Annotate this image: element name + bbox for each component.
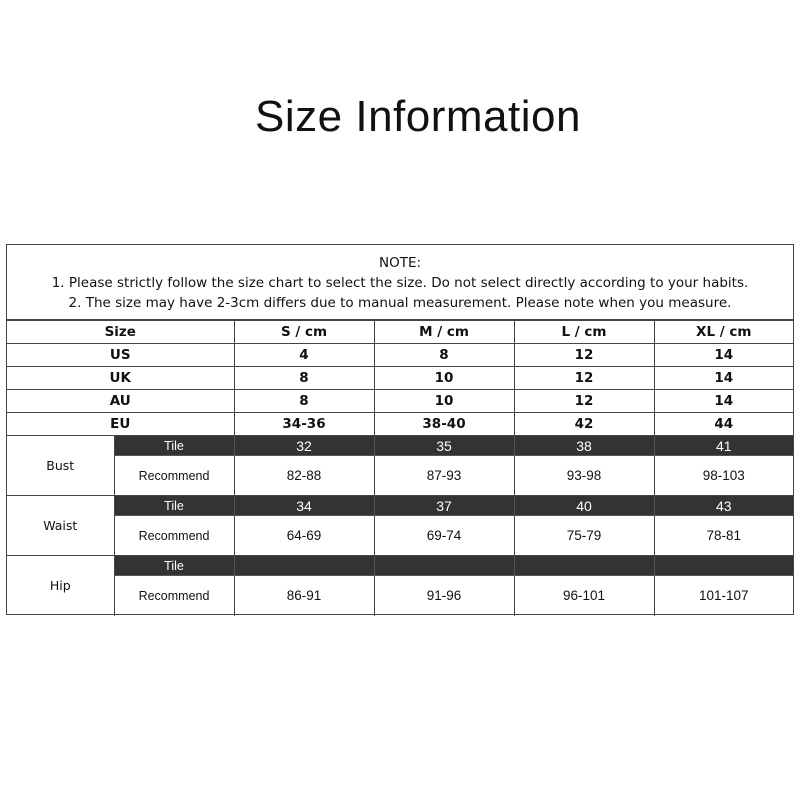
recommend-value: 91-96 xyxy=(374,576,514,616)
region-label: UK xyxy=(7,367,234,390)
tile-label: Tile xyxy=(114,436,234,456)
note-line-2: 2. The size may have 2-3cm differs due to manual measurement. Please note when you measure. xyxy=(68,295,732,311)
recommend-label: Recommend xyxy=(114,456,234,496)
region-value: 44 xyxy=(654,413,793,436)
region-value: 42 xyxy=(514,413,654,436)
region-value: 12 xyxy=(514,367,654,390)
size-header-row xyxy=(7,321,793,344)
bust-tile-row xyxy=(7,436,793,456)
region-value: 14 xyxy=(654,367,793,390)
waist-recommend-row xyxy=(7,516,793,556)
region-value: 38-40 xyxy=(374,413,514,436)
region-value: 12 xyxy=(514,390,654,413)
hip-tile-row xyxy=(7,556,793,576)
size-header-l: L / cm xyxy=(514,321,654,344)
tile-value: 38 xyxy=(514,436,654,456)
measure-label-bust: Bust xyxy=(7,436,114,496)
recommend-value: 93-98 xyxy=(514,456,654,496)
recommend-value: 87-93 xyxy=(374,456,514,496)
note-line-1: 1. Please strictly follow the size chart to select the size. Do not select directly according to your habits. xyxy=(51,275,749,291)
region-row-eu xyxy=(7,413,793,436)
region-label: EU xyxy=(7,413,234,436)
recommend-value: 96-101 xyxy=(514,576,654,616)
size-note xyxy=(7,245,793,320)
recommend-value: 64-69 xyxy=(234,516,374,556)
region-value: 14 xyxy=(654,344,793,367)
waist-tile-row xyxy=(7,496,793,516)
size-header-xl: XL / cm xyxy=(654,321,793,344)
recommend-value: 98-103 xyxy=(654,456,793,496)
region-row-us xyxy=(7,344,793,367)
size-header-s: S / cm xyxy=(234,321,374,344)
tile-value: 32 xyxy=(234,436,374,456)
region-value: 10 xyxy=(374,390,514,413)
hip-recommend-row xyxy=(7,576,793,616)
tile-value: 41 xyxy=(654,436,793,456)
size-chart xyxy=(6,244,794,615)
size-header-m: M / cm xyxy=(374,321,514,344)
recommend-value: 101-107 xyxy=(654,576,793,616)
tile-label: Tile xyxy=(114,556,234,576)
region-label: US xyxy=(7,344,234,367)
region-value: 34-36 xyxy=(234,413,374,436)
tile-value: 37 xyxy=(374,496,514,516)
measure-label-waist: Waist xyxy=(7,496,114,556)
region-value: 14 xyxy=(654,390,793,413)
region-value: 10 xyxy=(374,367,514,390)
region-value: 8 xyxy=(234,390,374,413)
recommend-value: 78-81 xyxy=(654,516,793,556)
tile-value: 43 xyxy=(654,496,793,516)
region-value: 4 xyxy=(234,344,374,367)
tile-value: 34 xyxy=(234,496,374,516)
tile-value xyxy=(234,556,374,576)
recommend-value: 82-88 xyxy=(234,456,374,496)
bust-recommend-row xyxy=(7,456,793,496)
recommend-label: Recommend xyxy=(114,516,234,556)
region-value: 12 xyxy=(514,344,654,367)
tile-value xyxy=(514,556,654,576)
tile-value xyxy=(374,556,514,576)
region-label: AU xyxy=(7,390,234,413)
recommend-label: Recommend xyxy=(114,576,234,616)
tile-value: 40 xyxy=(514,496,654,516)
size-header-label: Size xyxy=(7,321,234,344)
recommend-value: 75-79 xyxy=(514,516,654,556)
region-value: 8 xyxy=(374,344,514,367)
tile-value xyxy=(654,556,793,576)
tile-label: Tile xyxy=(114,496,234,516)
region-row-uk xyxy=(7,367,793,390)
note-heading: NOTE: xyxy=(378,255,422,271)
measure-label-hip: Hip xyxy=(7,556,114,616)
tile-value: 35 xyxy=(374,436,514,456)
size-table xyxy=(7,320,793,616)
page-title: Size Information xyxy=(255,92,581,141)
region-row-au xyxy=(7,390,793,413)
recommend-value: 86-91 xyxy=(234,576,374,616)
recommend-value: 69-74 xyxy=(374,516,514,556)
region-value: 8 xyxy=(234,367,374,390)
